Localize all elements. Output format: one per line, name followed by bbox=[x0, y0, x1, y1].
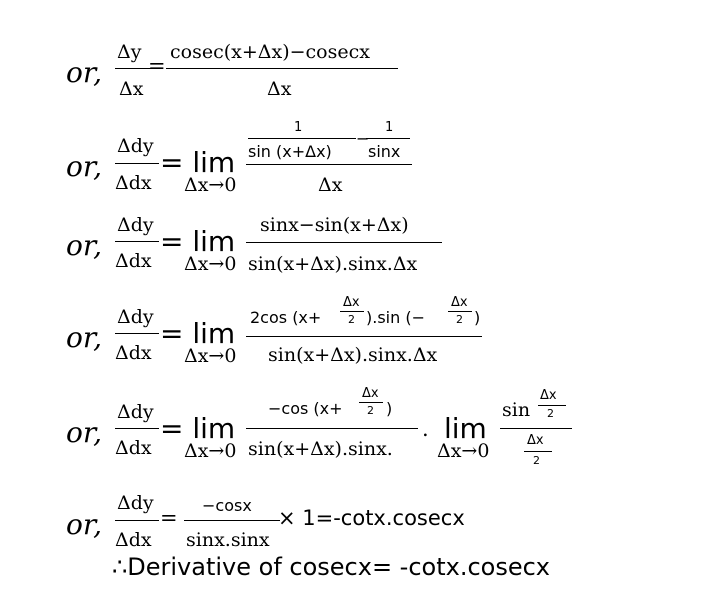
limit-subscript: Δx→0 bbox=[184, 174, 237, 196]
fraction-bar bbox=[115, 428, 159, 429]
limit-subscript: Δx→0 bbox=[184, 440, 237, 462]
fraction-bar bbox=[115, 333, 159, 334]
fraction-bar bbox=[115, 68, 151, 69]
limit-subscript: Δx→0 bbox=[184, 345, 237, 367]
limit-operator: = lim bbox=[160, 225, 236, 258]
equals-sign: = bbox=[160, 506, 178, 530]
limit-operator-2: lim bbox=[444, 412, 487, 445]
small-fraction-bar bbox=[448, 311, 472, 312]
or-prefix: or, bbox=[66, 416, 103, 449]
lhs-denominator: Δdx bbox=[115, 250, 152, 272]
rhs-numerator: −cosx bbox=[202, 496, 252, 515]
fraction-bar bbox=[246, 164, 412, 165]
lhs-numerator: Δdy bbox=[117, 306, 154, 328]
rhs-denominator: sin(x+Δx).sinx.Δx bbox=[248, 253, 418, 275]
limit-operator: = lim bbox=[160, 146, 236, 179]
sin-fraction-numerator: Δx bbox=[540, 388, 557, 403]
fraction-bar bbox=[246, 336, 482, 337]
or-prefix: or, bbox=[66, 229, 103, 262]
lhs-denominator: Δdx bbox=[115, 172, 152, 194]
lhs-denominator: Δx bbox=[119, 78, 144, 100]
limit-subscript: Δx→0 bbox=[184, 253, 237, 275]
limit-subscript-2: Δx→0 bbox=[437, 440, 490, 462]
rhs-denominator: Δx bbox=[267, 78, 292, 100]
rhs-denominator: sin(x+Δx).sinx. bbox=[248, 438, 393, 460]
rhs-denominator: Δx bbox=[318, 174, 343, 196]
fraction-bar bbox=[166, 68, 398, 69]
rhs-numerator: cosec(x+Δx)−cosecx bbox=[170, 41, 370, 63]
minus-sign: − bbox=[356, 129, 370, 148]
small-fraction-numerator: Δx bbox=[343, 295, 360, 310]
lhs-numerator: Δdy bbox=[117, 401, 154, 423]
rhs-denominator: sinx.sinx bbox=[186, 529, 270, 551]
times-one-result: × 1=-cotx.cosecx bbox=[278, 506, 465, 530]
or-prefix: or, bbox=[66, 150, 103, 183]
lhs-denominator: Δdx bbox=[115, 529, 152, 551]
numerator-part-c: ) bbox=[386, 399, 393, 418]
fraction-bar bbox=[246, 428, 418, 429]
lhs-numerator: Δdy bbox=[117, 492, 154, 514]
lhs-numerator: Δdy bbox=[117, 135, 154, 157]
or-prefix: or, bbox=[66, 321, 103, 354]
fraction-bar bbox=[500, 428, 572, 429]
limit-operator: = lim bbox=[160, 412, 236, 445]
outer-denominator-bar bbox=[524, 451, 552, 452]
numerator-part-a: −cos (x+ bbox=[268, 399, 343, 418]
conclusion-statement: ∴Derivative of cosecx= -cotx.cosecx bbox=[112, 553, 551, 581]
lhs-numerator: Δy bbox=[117, 41, 142, 63]
rhs-denominator: sin(x+Δx).sinx.Δx bbox=[268, 344, 438, 366]
rhs-numerator: sinx−sin(x+Δx) bbox=[260, 214, 409, 236]
or-prefix: or, bbox=[66, 508, 103, 541]
small-fraction-bar bbox=[340, 311, 364, 312]
sin-label: sin bbox=[502, 399, 531, 421]
fraction-bar bbox=[115, 241, 159, 242]
lhs-denominator: Δdx bbox=[115, 342, 152, 364]
sin-fraction-bar bbox=[538, 405, 566, 406]
inner-denominator-1: sin (x+Δx) bbox=[248, 142, 332, 161]
limit-operator: = lim bbox=[160, 317, 236, 350]
fraction-bar bbox=[115, 163, 159, 164]
small-fraction-denominator: 2 bbox=[348, 313, 355, 326]
multiplication-dot: . bbox=[422, 417, 429, 441]
outer-denominator-numerator: Δx bbox=[527, 433, 544, 448]
sin-fraction-denominator: 2 bbox=[547, 407, 554, 420]
equals-sign: = bbox=[148, 54, 166, 78]
small-fraction-numerator: Δx bbox=[362, 386, 379, 401]
small-fraction-denominator: 2 bbox=[367, 404, 374, 417]
small-fraction-denominator: 2 bbox=[456, 313, 463, 326]
fraction-bar bbox=[184, 520, 280, 521]
fraction-bar bbox=[246, 242, 442, 243]
lhs-numerator: Δdy bbox=[117, 214, 154, 236]
small-fraction-bar bbox=[359, 402, 383, 403]
numerator-part-a: 2cos (x+ bbox=[250, 308, 322, 327]
fraction-bar bbox=[115, 520, 159, 521]
lhs-denominator: Δdx bbox=[115, 437, 152, 459]
outer-denominator-denominator: 2 bbox=[533, 454, 540, 467]
inner-numerator-2: 1 bbox=[385, 120, 394, 135]
inner-numerator-1: 1 bbox=[294, 120, 303, 135]
small-fraction-numerator: Δx bbox=[451, 295, 468, 310]
numerator-part-c: ) bbox=[474, 308, 481, 327]
inner-denominator-2: sinx bbox=[368, 142, 401, 161]
inner-fraction-bar bbox=[248, 138, 356, 139]
numerator-part-b: ).sin (− bbox=[366, 308, 425, 327]
or-prefix: or, bbox=[66, 56, 103, 89]
inner-fraction-bar bbox=[366, 138, 410, 139]
